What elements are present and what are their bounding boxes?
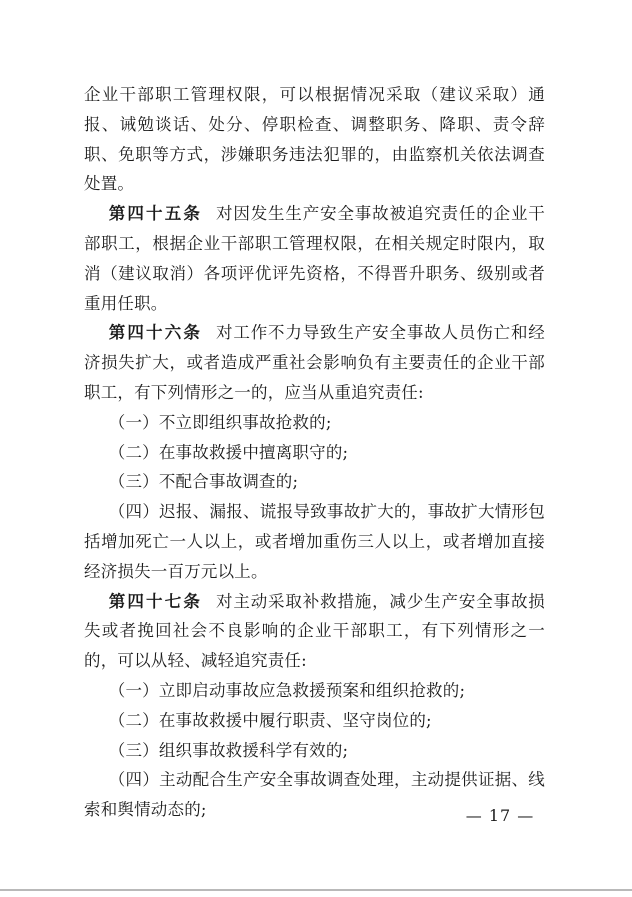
article-46-item-3: （三）不配合事故调查的; (108, 472, 299, 492)
article-47-label: 第四十七条 (108, 591, 202, 611)
article-47-item-3: （三）组织事故救援科学有效的; (108, 740, 349, 760)
article-47-item-4: （四）主动配合生产安全事故调查处理，主动提供证据、线索和舆情动态的; (84, 770, 545, 820)
article-47-body: 对主动采取补救措施，减少生产安全事故损失或者挽回社会不良影响的企业干部职工，有下列情形之一的，可以从轻、减轻追究责任: (84, 591, 545, 671)
article-45-body: 对因发生生产安全事故被追究责任的企业干部职工，根据企业干部职工管理权限，在相关规定时限内，取消（建议取消）各项评优评先资格，不得晋升职务、级别或者重用任职。 (84, 204, 545, 313)
page-bottom-edge (0, 889, 632, 891)
article-47-item-2: （二）在事故救援中履行职责、坚守岗位的; (108, 710, 432, 730)
article-46-body: 对工作不力导致生产安全事故人员伤亡和经济损失扩大，或者造成严重社会影响负有主要责任的企业干部职工，有下列情形之一的，应当从重追究责任: (84, 323, 545, 402)
article-45-label: 第四十五条 (108, 204, 202, 224)
document-content (84, 80, 545, 825)
paragraph-continuation: 企业干部职工管理权限，可以根据情况采取（建议采取）通报、诫勉谈话、处分、停职检查、调整职务、降职、责令辞职、免职等方式，涉嫌职务违法犯罪的，由监察机关依法调查处置。 (84, 85, 545, 194)
article-47-paragraph (84, 587, 545, 676)
article-46-item-2: （二）在事故救援中擅离职守的; (108, 442, 349, 462)
article-46-paragraph (84, 318, 545, 407)
article-45-paragraph (84, 199, 545, 318)
page-number: — 17 — (465, 806, 535, 825)
article-47-item-1: （一）立即启动事故应急救援预案和组织抢救的; (108, 680, 466, 700)
article-46-item-1: （一）不立即组织事故抢救的; (108, 412, 332, 432)
article-46-item-4: （四）迟报、漏报、谎报导致事故扩大的，事故扩大情形包括增加死亡一人以上，或者增加重伤三人以上，或者增加直接经济损失一百万元以上。 (84, 502, 545, 581)
article-46-label: 第四十六条 (108, 323, 202, 343)
